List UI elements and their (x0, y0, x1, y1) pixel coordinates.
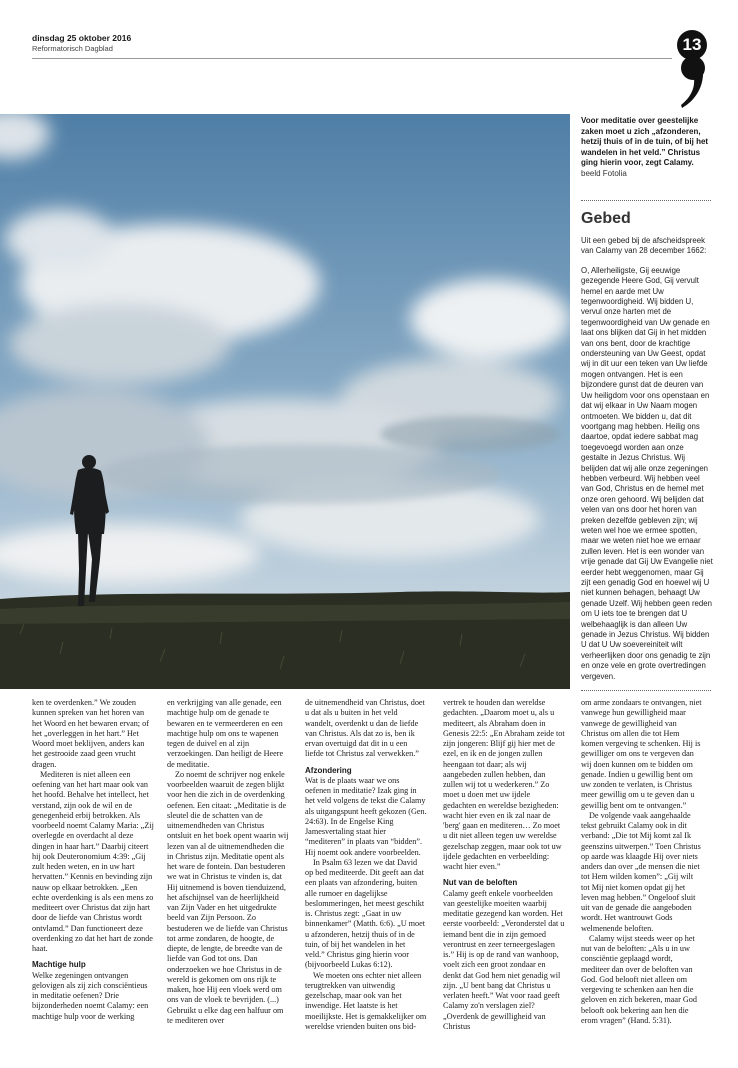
newspaper-name: Reformatorisch Dagblad (32, 44, 113, 53)
sidebar-body: O, Allerheiligste, Gij eeuwige gezegende Heere God, Gij vervult hemel en aarde met Uw tegenwoordigheid. Wij bidden U, vervul onze harten met de tegenwoordigheid van Uw genade en laat ons blijken dat Gij in het midden van ons bent, door de krachtige ondersteuning van Uw Geest, opdat wij in dit uur een teken van Uw liefde mogen ontvangen. Het is een bijzondere gunst dat de deuren van Uw heiligdom voor ons openstaan en dat wij elkaar in Uw Naam mogen ontmoeten. We bidden u, dat dit voortgang mag hebben. Heilig ons daartoe, opdat iedere sabbat mag toegevoegd worden aan onze gestalte in Jezus Christus. Wij belijden dat wij alle onze zegeningen hebben verbeurd. Wij hebben veel van God, Christus en de hemel met onze oren gehoord. Wij belijden dat velen van ons door het horen van preken dezelfde gebleven zijn; wij weten wel hoe we ermee spotten, maar we weten niet hoe we ernaar zullen leven. Het is een wonder van vrije genade dat Gij Uw Evangelie niet eerder hebt weggenomen, maar Gij zijt een genadig God en hoewel wij U niet kunnen behagen, behaagt Uw genade Uzelf. Wij hebben geen reden om U iets toe te brengen dat U welbehaaglijk is dan alleen Uw genade in Jezus Christus. Wij bidden U dat U Uw soevereiniteit wilt verheerlijken door ons genadig te zijn en onze vele en grote overtredingen vergeven. (581, 265, 713, 681)
paragraph: Welke zegeningen ontvangen gelovigen als zij zich consciëntieus in meditatie oefenen? Drie bijzonderheden noemt Calamy: een machtige hulp voor de werking (32, 970, 149, 1021)
paragraph: Zo noemt de schrijver nog enkele voorbeelden waaruit de zegen blijkt voor hen die zich in de overdenking oefenen. Een citaat: „Meditatie is de sleutel die de schatten van de uitnemendheden van Christus ontsluit en het boek opent waarin wij lezen van al de uitnemendheden die in Christus zijn. Meditatie opent als het ware de fontein. Dan bestuderen we wat in Christus te vinden is, dat Hij uitnemend is boven tienduizend, het afschijnsel van de heerlijkheid van Zijn Vader en het uitgedrukte beeld van Zijn Persoon. Zo bestuderen we de liefde van Christus tot arme zondaren, de hoogte, de diepte, de lengte, de breedte van de liefde van God tot ons. Dan onderzoeken we hoe Christus in de wereld is gekomen om ons rijk te maken, hoe Hij een vloek werd om ons van de vloek te bevrijden. (...) Gebruikt u elke dag een halfuur om te mediteren over (167, 769, 289, 1025)
text-column-3 (305, 698, 427, 1032)
photo-credit: beeld Fotolia (581, 168, 627, 178)
subheading: Afzondering (305, 765, 352, 775)
page-header (32, 33, 131, 54)
issue-date: dinsdag 25 oktober 2016 (32, 33, 132, 43)
dotted-divider (581, 200, 711, 201)
subheading: Nut van de beloften (443, 878, 518, 888)
text-column-2 (167, 698, 289, 1026)
paragraph: In Psalm 63 lezen we dat David op bed mediteerde. Dit geeft aan dat een plaats van afzondering, buiten alle rumoer en dagelijkse beslommeringen, het meest geschikt is. Christus zegt: „Gaat in uw binnenkamer” (Matth. 6:6). „U moet u afzonderen, hetzij thuis of in de tuin, of bij het wandelen in het veld.” Christus ging hierin voor (bijvoorbeeld Lukas 6:12). (305, 857, 426, 970)
photo-caption (581, 116, 711, 180)
text-column-4 (443, 698, 565, 1032)
text-column-5 (581, 698, 703, 1026)
paragraph: Calamy wijst steeds weer op het nut van de beloften: „Als u in uw consciëntie geplaagd wordt, mediteer dan over de beloften van God. God belooft niet alleen om vergeving te schenken aan hen die geloven en zich bekeren, maar God belooft ook bekering aan hen die erom vragen” (Hand. 5:31). (581, 933, 697, 1025)
paragraph: Calamy geeft enkele voorbeelden van geestelijke moeiten waarbij meditatie gezegend kan worden. Het eerste voorbeeld: „Veronderstel dat u iemand bent die in zijn gemoed verontrust en zeer terneergeslagen is.” Hij is op de rand van wanhoop, voelt zich een groot zondaar en denkt dat God hem niet genadig wil zijn. „U bent bang dat Christus u verlaten heeft.” Wat voor raad geeft Calamy zo'n verslagen ziel? „Overdenk de gewilligheid van Christus (443, 888, 565, 1031)
subheading: Machtige hulp (32, 960, 86, 970)
paragraph: ken te overdenken.” We zouden kunnen spreken van het horen van het Woord en het bewaren ervan; of het „overleggen in het hart.” Het Woord moet beklijven, anders kan het gestrooide zaad geen vrucht dragen. (32, 698, 149, 769)
paragraph: De volgende vaak aangehaalde tekst gebruikt Calamy ook in dit verband: „Die tot Mij komt zal Ik geenszins uitwerpen.” Toen Christus op aarde was klaagde Hij over niets anders dan over „de mensen die niet tot Hem wilden komen”: „Gij wilt tot Mij niet komen opdat gij het leven mag hebben.” Ongeloof sluit uit van de genade die aangeboden wordt. Het wantrouwt Gods welmenende beloften. (581, 810, 701, 933)
header-rule (32, 58, 672, 59)
paragraph: We moeten ons echter niet alleen terugtrekken van uitwendig gezelschap, maar ook van het inwendige. Het laatste is het moeilijkste. Het is gemakkelijker om wereldse vrienden buiten ons bid- (305, 970, 427, 1031)
sidebar-intro: Uit een gebed bij de afscheidspreek van Calamy van 28 december 1662: (581, 236, 707, 256)
comma-icon (678, 54, 708, 110)
paragraph: om arme zondaars te ontvangen, niet vanwege hun gewilligheid maar vanwege de gewilligheid van Christus om allen die tot Hem komen vergeving te schenken. Hij is gewilliger om ons te vergeven dan wij doen kunnen om te bidden om genade. Indien u gewillig bent om uw zonden te verlaten, is Christus meer gewillig om u te geven dan u gewillig bent om te ontvangen.” (581, 698, 702, 810)
sidebar-prayer (581, 236, 713, 691)
page-number: 13 (677, 30, 707, 60)
dotted-divider-bottom (581, 690, 711, 691)
sidebar-title: Gebed (581, 210, 631, 227)
text-column-1 (32, 698, 154, 1022)
caption-text: Voor meditatie over geestelijke zaken moet u zich „afzonderen, hetzij thuis of in de tuin, of bij het wandelen in het veld.” Christus ging hierin voor, zegt Calamy. (581, 116, 709, 168)
paragraph: Mediteren is niet alleen een oefening van het hart maar ook van het hoofd. Behalve het intellect, het verstand, zijn ook de wil en de genegenheid erbij betrokken. Als voorbeeld noemt Calamy Maria: „Zij overlegde en overdacht al deze dingen in haar hart.” Daarbij citeert hij ook Deuteronomium 4:39: „Gij zult heden weten, en in uw hart hervatten.” Kennis en bevinding zijn nauw op elkaar betrokken. „Een echte overdenking is als een mens zo mediteert over Christus dat zijn hart door de liefde van Christus wordt ontvlamd.” Dan functioneert deze overdenking zo dat het hart de zonde haat. (32, 769, 154, 953)
main-photo (0, 114, 570, 689)
paragraph: Wat is de plaats waar we ons oefenen in meditatie? Izak ging in het veld volgens de tekst die Calamy als uitgangspunt heeft gekozen (Gen. 24:63). In de Engelse King Jamesvertaling staat hier “mediteren” in plaats van “bidden”. Hij noemt ook andere voorbeelden. (305, 775, 427, 857)
paragraph: de uitnemendheid van Christus, doet u dat als u buiten in het veld wandelt, overdenkt u dan de liefde van Christus. Als dat zo is, ben ik ervan overtuigd dat dit in u een liefde tot Christus zal verwekken.” (305, 698, 425, 759)
paragraph: en verkrijging van alle genade, een machtige hulp om de genade te bewaren en te vermeerderen en een machtige hulp om ons te wapenen tegen de duivel en al zijn verzoekingen. Dan heiligt de Heere de meditatie. (167, 698, 284, 769)
photo-illustration (0, 114, 570, 689)
paragraph: vertrek te houden dan wereldse gedachten. „Daarom moet u, als u mediteert, als Abraham doen in Genesis 22:5: „En Abraham zeide tot zijn jongeren: Blijf gij hier met de ezel, en ik en de jongen zullen heengaan tot daar; als wij aangebeden zullen hebben, dan zullen wij tot u wederkeren.” Zo moet u doen met uw ijdele gedachten en wereldse bezigheden: wacht hier even en ik zal naar de 'berg' gaan en mediteren… Zo moet u dit niet alleen tegen uw wereldse gezelschap zeggen, maar ook tot uw ijdele gedachten en verbeelding: wacht hier even.” (443, 698, 565, 871)
